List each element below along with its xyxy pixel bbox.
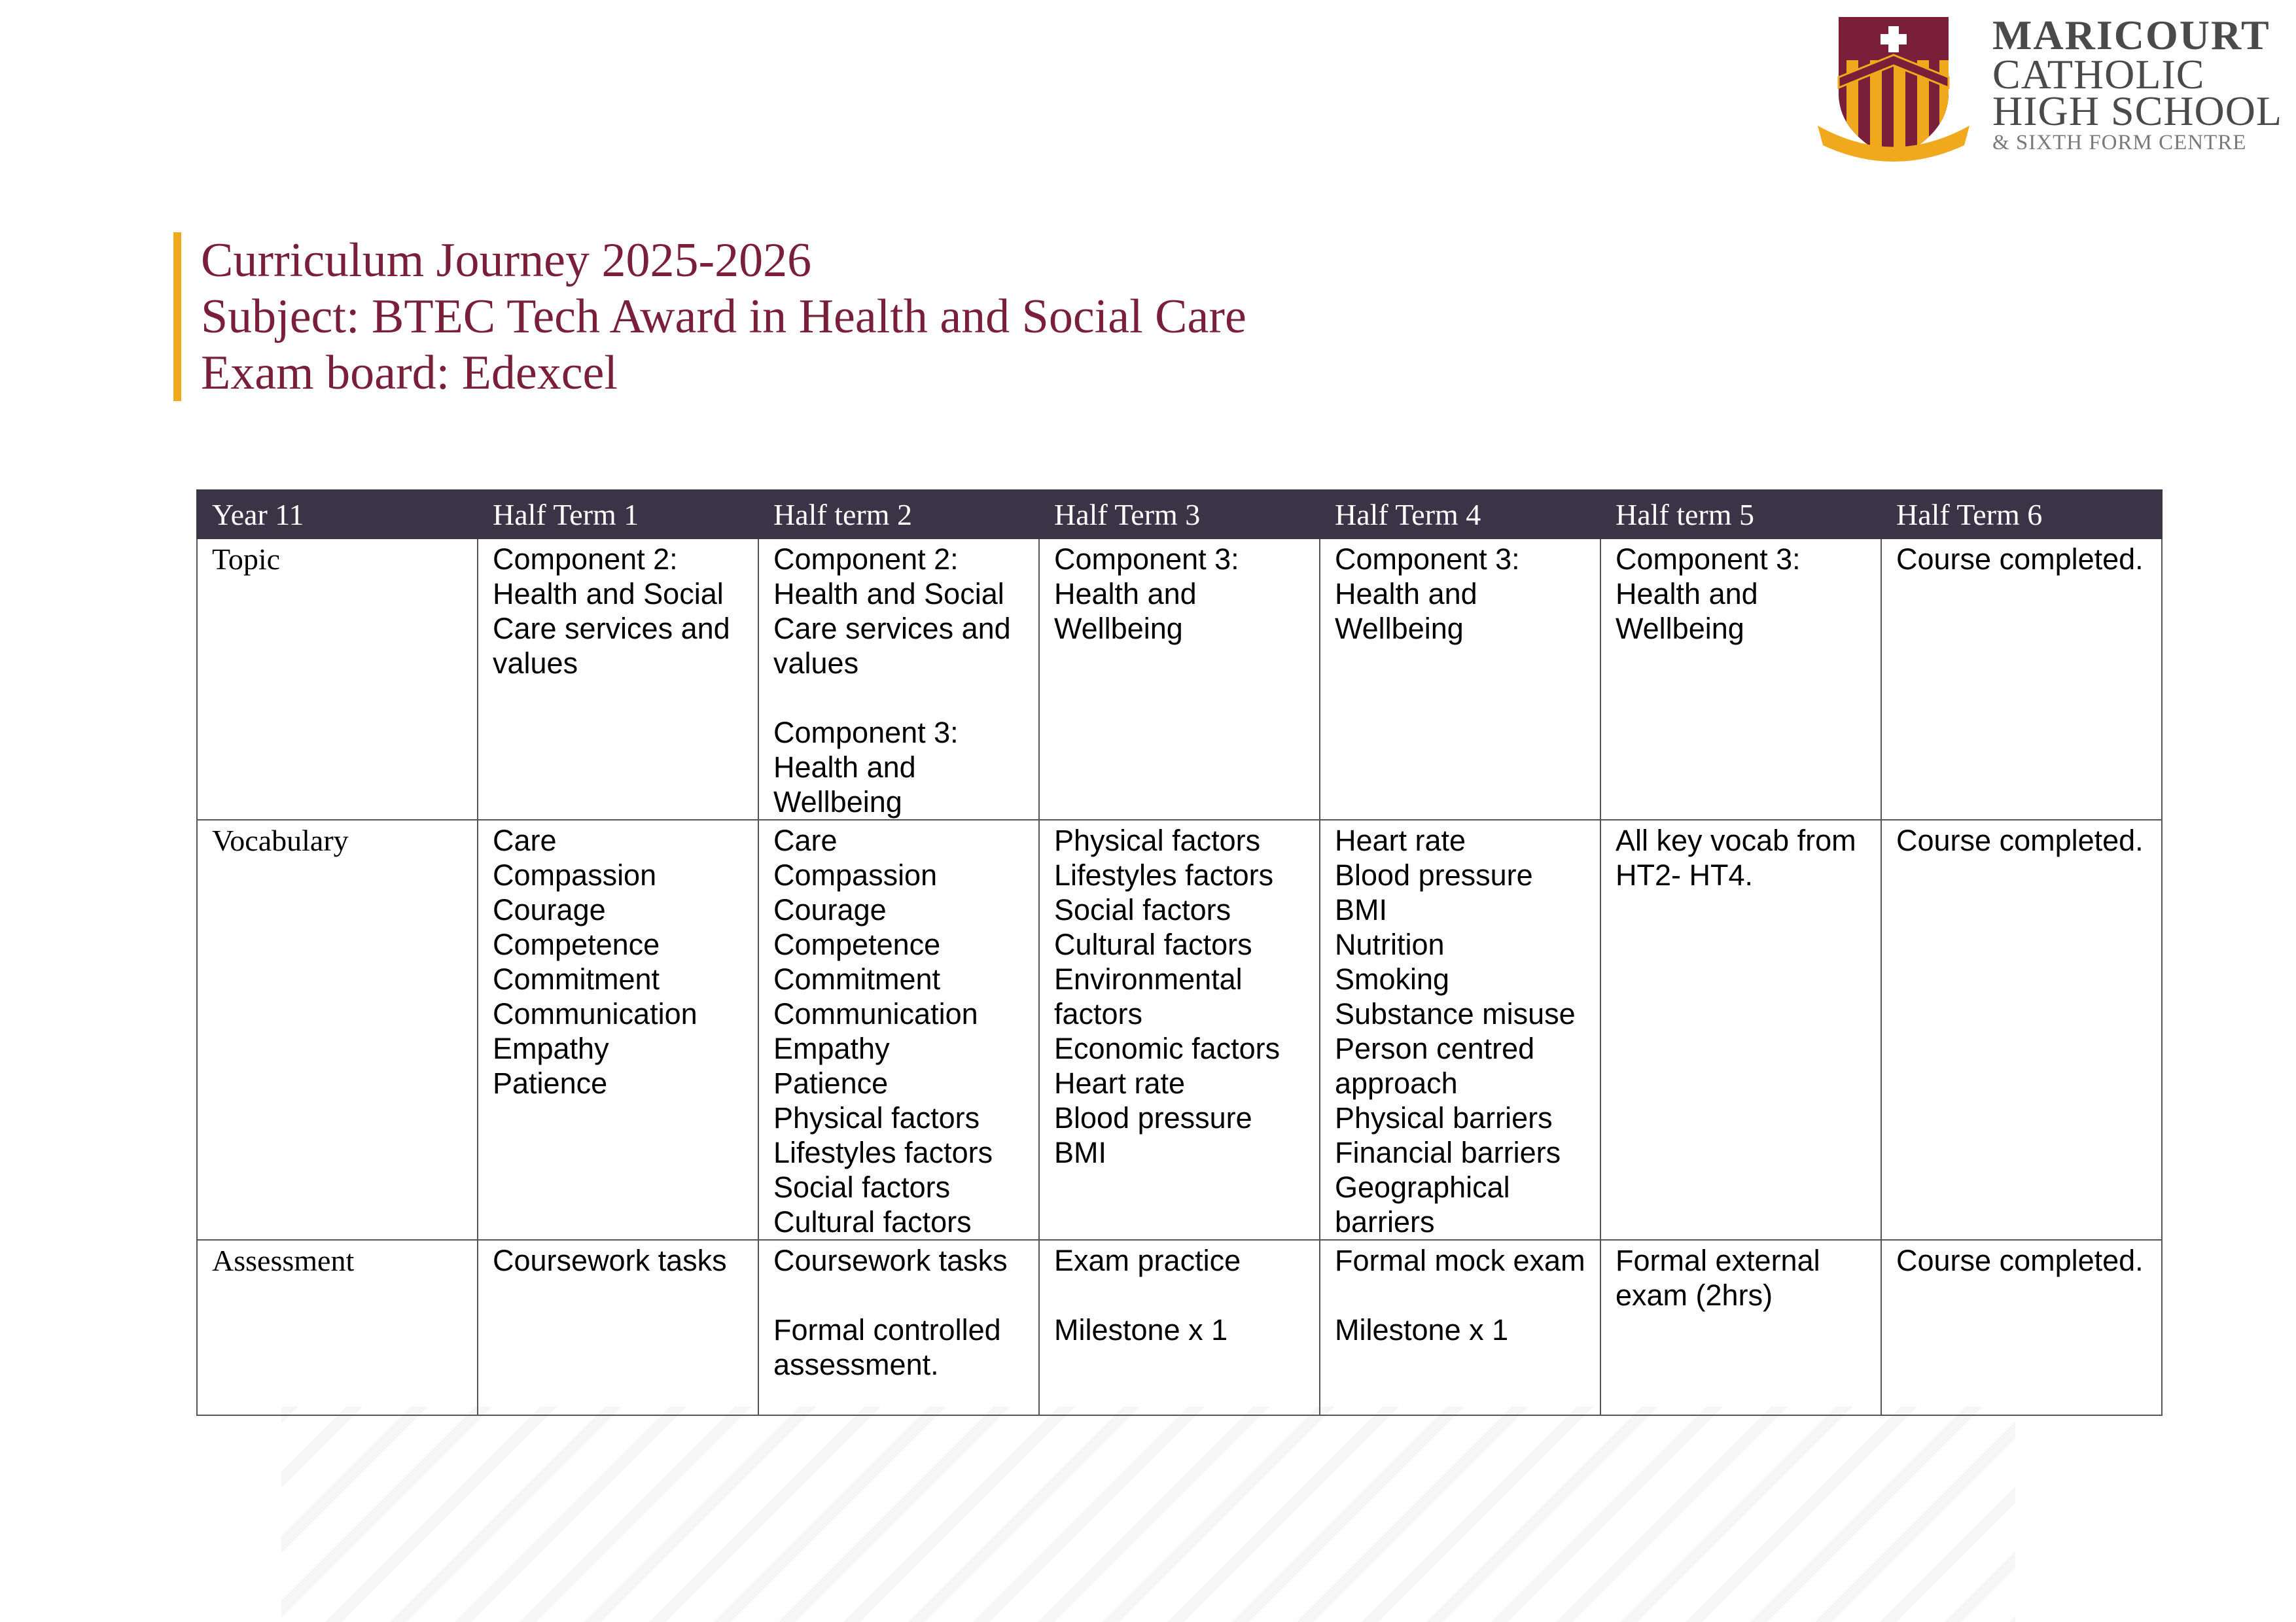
header-half-term-1: Half Term 1 <box>478 490 758 538</box>
table-cell: Component 3: Health and Wellbeing <box>1600 538 1881 820</box>
table-cell: Component 3: Health and Wellbeing <box>1320 538 1600 820</box>
header-half-term-5: Half term 5 <box>1600 490 1881 538</box>
table-cell: Course completed. <box>1881 538 2162 820</box>
row-label-vocabulary: Vocabulary <box>197 820 478 1240</box>
table-cell: All key vocab from HT2- HT4. <box>1600 820 1881 1240</box>
school-name-line-2: CATHOLIC <box>1992 51 2205 97</box>
table-row-topic <box>197 538 2162 820</box>
table-header-row <box>197 490 2162 538</box>
school-name-line-4: & SIXTH FORM CENTRE <box>1992 131 2247 154</box>
school-crest-icon <box>1812 14 1983 171</box>
table-cell: Formal mock exam Milestone x 1 <box>1320 1240 1600 1415</box>
row-label-assessment: Assessment <box>197 1240 478 1415</box>
header-year: Year 11 <box>197 490 478 538</box>
table-cell: Coursework tasks <box>478 1240 758 1415</box>
header-half-term-6: Half Term 6 <box>1881 490 2162 538</box>
background-watermark <box>281 1407 2015 1622</box>
school-name-line-1: MARICOURT <box>1992 12 2270 58</box>
table-cell: Physical factors Lifestyles factors Social factors Cultural factors Environmental factors Economic factors Heart rate Blood pressure BMI <box>1039 820 1320 1240</box>
header-half-term-3: Half Term 3 <box>1039 490 1320 538</box>
table-cell: Care Compassion Courage Competence Commitment Communication Empathy Patience <box>478 820 758 1240</box>
title-line-year: Curriculum Journey 2025-2026 <box>201 234 812 287</box>
table-cell: Care Compassion Courage Competence Commitment Communication Empathy Patience Physical factors Lifestyles factors Social factors Cultural factors <box>758 820 1039 1240</box>
school-name-line-3: HIGH SCHOOL <box>1992 88 2282 134</box>
table-row-vocabulary <box>197 820 2162 1240</box>
table-cell: Course completed. <box>1881 820 2162 1240</box>
table-cell: Exam practice Milestone x 1 <box>1039 1240 1320 1415</box>
page-title <box>173 232 1246 401</box>
table-cell: Formal external exam (2hrs) <box>1600 1240 1881 1415</box>
table-row-assessment <box>197 1240 2162 1415</box>
header-half-term-2: Half term 2 <box>758 490 1039 538</box>
table-cell: Coursework tasks Formal controlled assessment. <box>758 1240 1039 1415</box>
title-line-exam-board: Exam board: Edexcel <box>201 346 618 400</box>
table-cell: Component 2: Health and Social Care services and values Component 3: Health and Wellbeing <box>758 538 1039 820</box>
school-logo <box>1812 12 2282 171</box>
title-line-subject: Subject: BTEC Tech Award in Health and Social Care <box>201 290 1246 344</box>
table-cell: Component 2: Health and Social Care services and values <box>478 538 758 820</box>
header-half-term-4: Half Term 4 <box>1320 490 1600 538</box>
row-label-topic: Topic <box>197 538 478 820</box>
table-cell: Component 3: Health and Wellbeing <box>1039 538 1320 820</box>
table-cell: Heart rate Blood pressure BMI Nutrition Smoking Substance misuse Person centred approach Physical barriers Financial barriers Geographical barriers <box>1320 820 1600 1240</box>
table-cell: Course completed. <box>1881 1240 2162 1415</box>
curriculum-table <box>196 489 2163 1416</box>
